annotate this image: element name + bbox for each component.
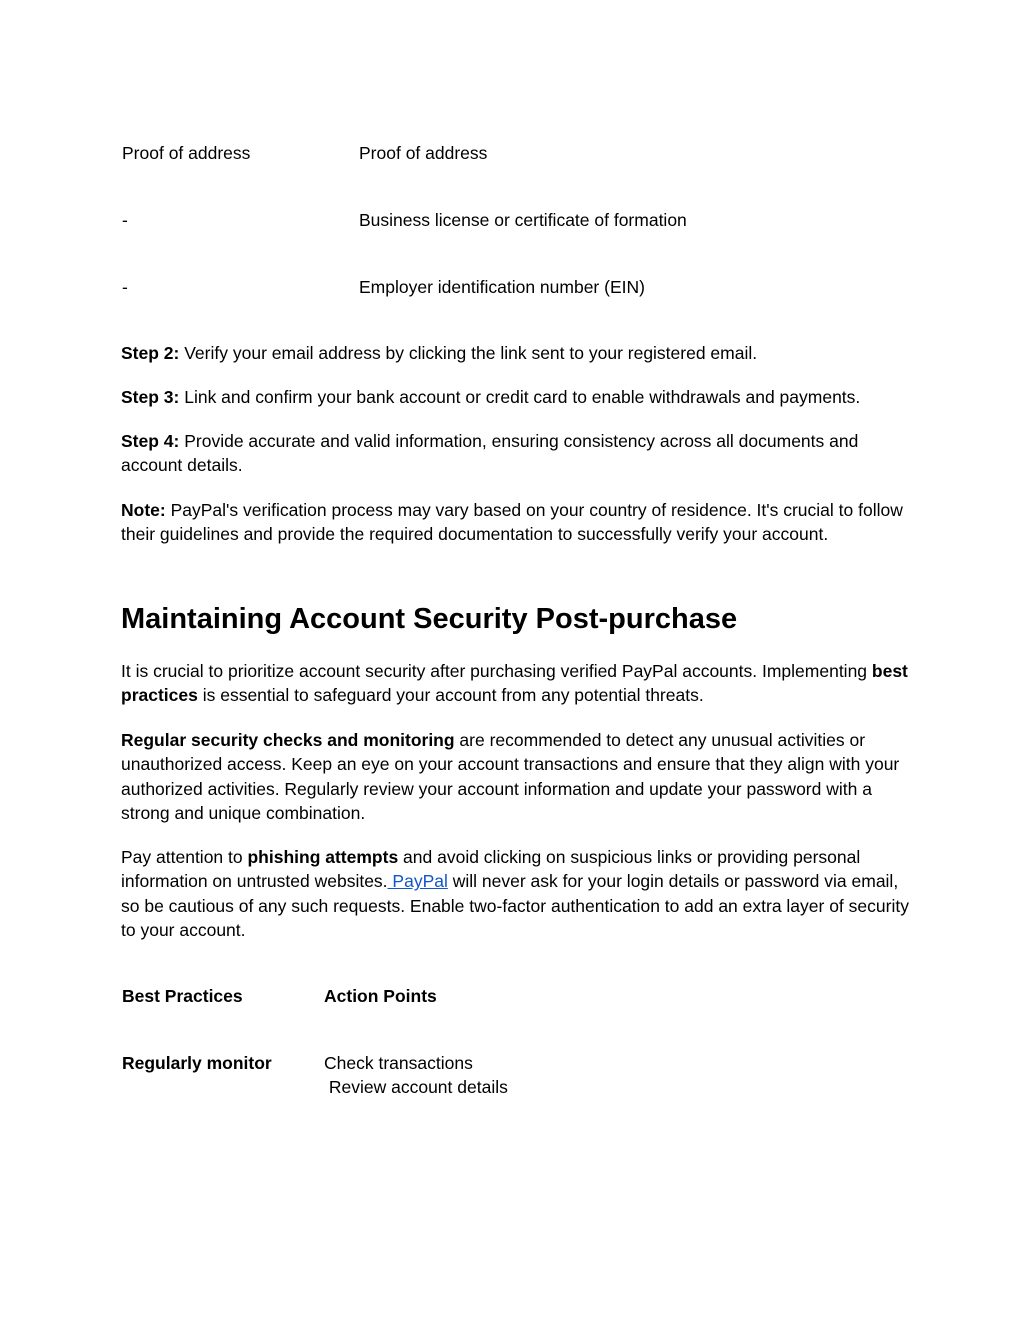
step-label: Step 3:: [121, 387, 180, 407]
table-cell: Employer identification number (EIN): [359, 277, 645, 297]
step-4-paragraph: [121, 429, 911, 478]
step-label: Step 4:: [121, 431, 180, 451]
table-cell: Proof of address: [359, 143, 488, 163]
table-cell: Review account details: [324, 1077, 508, 1097]
step-text: Link and confirm your bank account or credit card to enable withdrawals and payments.: [179, 387, 861, 407]
monitoring-bold: Regular security checks and monitoring: [121, 730, 455, 750]
monitoring-paragraph: [121, 728, 911, 825]
note-paragraph: [121, 498, 911, 547]
paypal-link[interactable]: PayPal: [387, 871, 448, 892]
phishing-bold: phishing attempts: [247, 847, 399, 867]
table-cell: Check transactions: [324, 1053, 473, 1073]
step-2-paragraph: [121, 341, 911, 365]
step-label: Step 2:: [121, 343, 180, 363]
table-cell: Regularly monitor: [122, 1053, 272, 1073]
table-cell: Business license or certificate of formation: [359, 210, 687, 230]
note-label: Note:: [121, 500, 166, 520]
table-header: Best Practices: [122, 986, 243, 1006]
step-text: Verify your email address by clicking the link sent to your registered email.: [179, 343, 758, 363]
table-cell: Proof of address: [122, 143, 251, 163]
note-text: PayPal's verification process may vary based on your country of residence. It's crucial to follow their guidelines and provide the required documentation to successfully verify your account.: [121, 500, 903, 545]
section-heading: Maintaining Account Security Post-purchase: [121, 603, 738, 635]
intro-bold: best practices: [121, 661, 908, 706]
intro-paragraph: [121, 659, 911, 708]
monitoring-text: are recommended to detect any unusual activities or unauthorized access. Keep an eye on your account transactions and ensure that they align with your authorized activities. Regularly review your account information and update your password with a strong and unique combination.: [121, 730, 900, 823]
intro-text-end: is essential to safeguard your account from any potential threats.: [197, 685, 704, 706]
phishing-text-middle: and avoid clicking on suspicious links or providing personal information on untrusted websites.: [121, 847, 861, 892]
table-cell: -: [122, 210, 128, 230]
intro-text: It is crucial to prioritize account security after purchasing verified PayPal accounts. Implementing: [121, 661, 872, 681]
table-cell: -: [122, 277, 128, 297]
step-3-paragraph: [121, 385, 911, 409]
phishing-text: Pay attention to: [121, 847, 248, 867]
step-text: Provide accurate and valid information, ensuring consistency across all documents and account details.: [121, 431, 859, 476]
phishing-paragraph: [121, 845, 911, 942]
table-header: Action Points: [324, 986, 437, 1006]
phishing-text-end: will never ask for your login details or password via email, so be cautious of any such requests. Enable two-factor authentication to add an extra layer of security to your account.: [121, 871, 909, 940]
